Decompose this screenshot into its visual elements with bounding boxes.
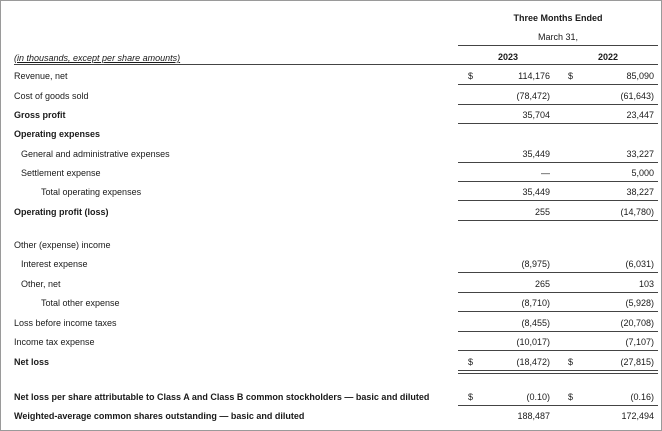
interest-expense-row-rule-2022 <box>558 272 658 273</box>
revenue-row-label: Revenue, net <box>14 71 68 81</box>
settlement-expense-row-label: Settlement expense <box>21 168 101 178</box>
revenue-row-rule-2022 <box>558 84 658 85</box>
total-operating-expenses-row-value-2023: 35,449 <box>522 187 550 197</box>
net-loss-row-rule-2022 <box>558 370 658 374</box>
ga-expenses-row-rule-2022 <box>558 162 658 163</box>
loss-before-taxes-row-rule-2022 <box>558 331 658 332</box>
period-date: March 31, <box>537 32 579 42</box>
net-loss-per-share-row-value-2022: (0.16) <box>630 392 654 402</box>
revenue-row-value-2022: 85,090 <box>626 71 654 81</box>
loss-before-taxes-row-rule-2023 <box>458 331 558 332</box>
cost-of-goods-row-value-2023: (78,472) <box>516 91 550 101</box>
total-other-expense-row-rule-2022 <box>558 311 658 312</box>
total-other-expense-row-value-2022: (5,928) <box>625 298 654 308</box>
net-loss-per-share-row-rule-2023 <box>458 405 558 406</box>
income-tax-row-rule-2023 <box>458 350 558 351</box>
net-loss-per-share-row-currency-2022: $ <box>568 392 574 402</box>
revenue-row-rule-2023 <box>458 84 558 85</box>
operating-expenses-heading-label: Operating expenses <box>14 129 101 139</box>
interest-expense-row-value-2022: (6,031) <box>625 259 654 269</box>
cost-of-goods-row-rule-2023 <box>458 104 558 105</box>
weighted-average-shares-row-value-2023: 188,487 <box>517 411 550 421</box>
column-header-rule <box>458 64 658 65</box>
total-operating-expenses-row-rule-2022 <box>558 200 658 201</box>
net-loss-row-currency-2022: $ <box>568 357 574 367</box>
header-rule <box>458 45 658 46</box>
settlement-expense-row-rule-2023 <box>458 181 558 182</box>
income-tax-row-value-2023: (10,017) <box>516 337 550 347</box>
other-net-row-rule-2023 <box>458 292 558 293</box>
cost-of-goods-row-rule-2022 <box>558 104 658 105</box>
interest-expense-row-label: Interest expense <box>21 259 88 269</box>
total-operating-expenses-row-label: Total operating expenses <box>41 187 142 197</box>
net-loss-row-label: Net loss <box>14 357 50 367</box>
gross-profit-row-value-2022: 23,447 <box>626 110 654 120</box>
net-loss-row-rule-2023 <box>458 370 558 374</box>
income-tax-row-rule-2022 <box>558 350 658 351</box>
column-header-2022: 2022 <box>597 52 619 62</box>
net-loss-per-share-row-rule-2022 <box>558 405 658 406</box>
period-title: Three Months Ended <box>513 13 603 23</box>
gross-profit-row-rule-2022 <box>558 123 658 124</box>
net-loss-per-share-row-value-2023: (0.10) <box>526 392 550 402</box>
other-net-row-label: Other, net <box>21 279 61 289</box>
settlement-expense-row-value-2022: 5,000 <box>631 168 654 178</box>
net-loss-row-currency-2023: $ <box>468 357 474 367</box>
operating-profit-row-value-2022: (14,780) <box>620 207 654 217</box>
revenue-row-currency-2023: $ <box>468 71 474 81</box>
net-loss-per-share-row-label: Net loss per share attributable to Class A and Class B common stockholders — basic and diluted <box>14 392 430 402</box>
net-loss-per-share-row-currency-2023: $ <box>468 392 474 402</box>
operating-profit-row-value-2023: 255 <box>534 207 550 217</box>
ga-expenses-row-value-2022: 33,227 <box>626 149 654 159</box>
gross-profit-row-value-2023: 35,704 <box>522 110 550 120</box>
total-operating-expenses-row-value-2022: 38,227 <box>626 187 654 197</box>
total-other-expense-row-rule-2023 <box>458 311 558 312</box>
total-operating-expenses-row-rule-2023 <box>458 200 558 201</box>
net-loss-row-value-2022: (27,815) <box>620 357 654 367</box>
weighted-average-shares-row-value-2022: 172,494 <box>621 411 654 421</box>
column-header-2023: 2023 <box>497 52 519 62</box>
ga-expenses-row-value-2023: 35,449 <box>522 149 550 159</box>
total-other-expense-row-label: Total other expense <box>41 298 120 308</box>
total-other-expense-row-value-2023: (8,710) <box>521 298 550 308</box>
gross-profit-row-rule-2023 <box>458 123 558 124</box>
interest-expense-row-rule-2023 <box>458 272 558 273</box>
gross-profit-row-label: Gross profit <box>14 110 66 120</box>
ga-expenses-row-rule-2023 <box>458 162 558 163</box>
operating-profit-row-rule-2022 <box>558 220 658 221</box>
interest-expense-row-value-2023: (8,975) <box>521 259 550 269</box>
income-tax-row-value-2022: (7,107) <box>625 337 654 347</box>
cost-of-goods-row-value-2022: (61,643) <box>620 91 654 101</box>
operating-profit-row-label: Operating profit (loss) <box>14 207 109 217</box>
loss-before-taxes-row-value-2023: (8,455) <box>521 318 550 328</box>
other-net-row-value-2022: 103 <box>638 279 654 289</box>
settlement-expense-row-value-2023: — <box>541 168 550 178</box>
other-net-row-rule-2022 <box>558 292 658 293</box>
loss-before-taxes-row-value-2022: (20,708) <box>620 318 654 328</box>
ga-expenses-row-label: General and administrative expenses <box>21 149 170 159</box>
operating-profit-row-rule-2023 <box>458 220 558 221</box>
units-note: (in thousands, except per share amounts) <box>14 53 181 63</box>
other-income-heading-label: Other (expense) income <box>14 240 111 250</box>
weighted-average-shares-row-label: Weighted-average common shares outstanding — basic and diluted <box>14 411 305 421</box>
net-loss-row-value-2023: (18,472) <box>516 357 550 367</box>
settlement-expense-row-rule-2022 <box>558 181 658 182</box>
cost-of-goods-row-label: Cost of goods sold <box>14 91 89 101</box>
loss-before-taxes-row-label: Loss before income taxes <box>14 318 117 328</box>
revenue-row-currency-2022: $ <box>568 71 574 81</box>
revenue-row-value-2023: 114,176 <box>518 71 550 81</box>
other-net-row-value-2023: 265 <box>534 279 550 289</box>
income-tax-row-label: Income tax expense <box>14 337 95 347</box>
